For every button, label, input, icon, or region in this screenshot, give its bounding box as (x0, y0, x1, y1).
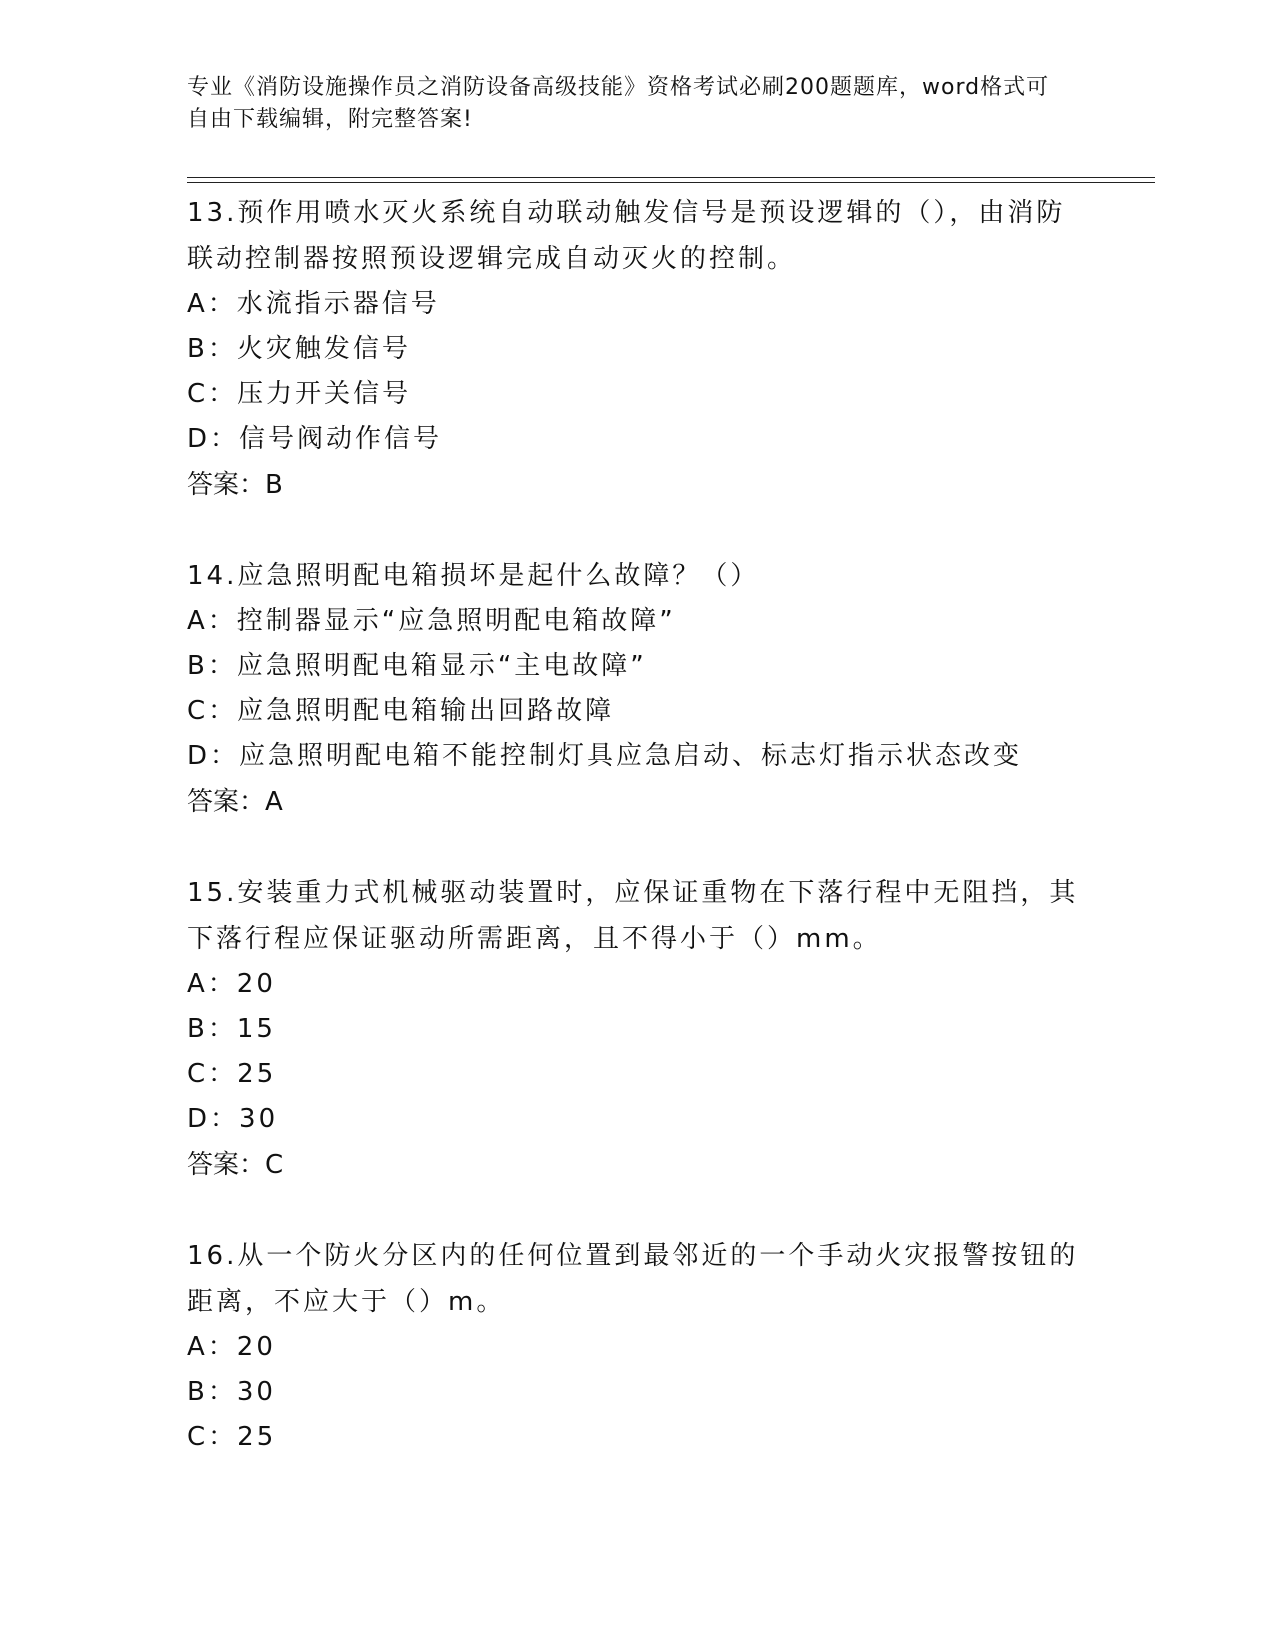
answer-option: D：30 (187, 1104, 279, 1134)
question-block (187, 1233, 1087, 1460)
question-block (187, 190, 1087, 508)
answer-option: A：水流指示器信号 (187, 289, 440, 319)
document-header: 专业《消防设施操作员之消防设备高级技能》资格考试必刷200题题库，word格式可自由下载编辑，附完整答案! (187, 75, 1050, 132)
answer-key: 答案：B (187, 470, 283, 500)
header-divider (187, 177, 1155, 178)
answer-option: C：压力开关信号 (187, 379, 412, 409)
question-block (187, 870, 1087, 1188)
question-stem: 16.从一个防火分区内的任何位置到最邻近的一个手动火灾报警按钮的距离，不应大于（）m。 (187, 1241, 1079, 1317)
answer-option: A：控制器显示“应急照明配电箱故障” (187, 606, 676, 636)
question-block (187, 553, 1087, 825)
answer-option: A：20 (187, 969, 276, 999)
answer-option: B：应急照明配电箱显示“主电故障” (187, 651, 647, 681)
answer-option: B：火灾触发信号 (187, 334, 411, 364)
question-list (187, 190, 1087, 1505)
answer-key: 答案：A (187, 787, 283, 817)
answer-option: A：20 (187, 1332, 276, 1362)
answer-option: D：应急照明配电箱不能控制灯具应急启动、标志灯指示状态改变 (187, 741, 1023, 771)
question-stem: 14.应急照明配电箱损坏是起什么故障？（） (187, 561, 760, 591)
answer-option: C：25 (187, 1422, 277, 1452)
answer-option: D：信号阀动作信号 (187, 424, 443, 454)
question-stem: 13.预作用喷水灭火系统自动联动触发信号是预设逻辑的（），由消防联动控制器按照预设逻辑完成自动灭火的控制。 (187, 198, 1066, 274)
answer-option: B：15 (187, 1014, 276, 1044)
answer-key: 答案：C (187, 1150, 284, 1180)
answer-option: C：25 (187, 1059, 277, 1089)
header-divider-secondary (187, 182, 1155, 183)
question-stem: 15.安装重力式机械驱动装置时，应保证重物在下落行程中无阻挡，其下落行程应保证驱动所需距离，且不得小于（）mm。 (187, 878, 1079, 954)
answer-option: B：30 (187, 1377, 276, 1407)
answer-option: C：应急照明配电箱输出回路故障 (187, 696, 615, 726)
